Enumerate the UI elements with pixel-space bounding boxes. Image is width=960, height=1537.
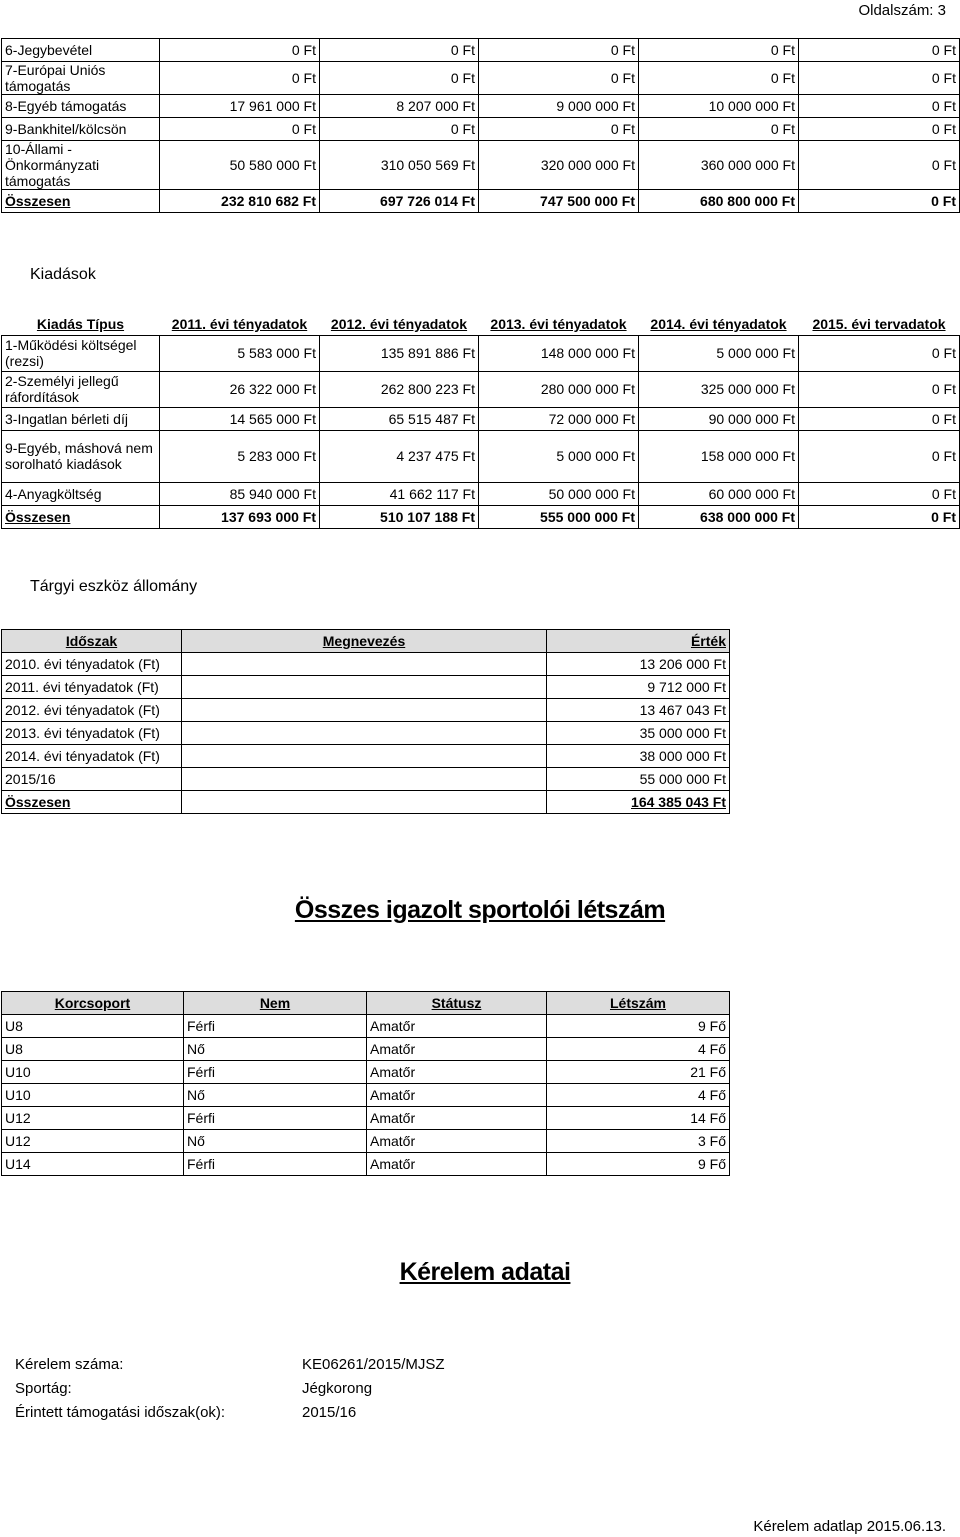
count-cell: 4 Fő bbox=[547, 1084, 730, 1107]
status-cell: Amatőr bbox=[367, 1084, 547, 1107]
page-number: Oldalszám: 3 bbox=[858, 2, 946, 19]
row-label: 6-Jegybevétel bbox=[2, 39, 160, 62]
table-row bbox=[2, 141, 960, 190]
name-cell bbox=[182, 676, 547, 699]
total-value: 232 810 682 Ft bbox=[160, 190, 320, 213]
value-cell: 65 515 487 Ft bbox=[320, 407, 479, 430]
table-row bbox=[2, 768, 730, 791]
value-cell: 0 Ft bbox=[799, 118, 960, 141]
value-cell: 14 565 000 Ft bbox=[160, 407, 320, 430]
field-value: KE06261/2015/MJSZ bbox=[302, 1356, 445, 1373]
status-cell: Amatőr bbox=[367, 1107, 547, 1130]
count-cell: 14 Fő bbox=[547, 1107, 730, 1130]
value-cell: 5 000 000 Ft bbox=[639, 335, 799, 371]
group-cell: U10 bbox=[2, 1084, 184, 1107]
table-row bbox=[2, 95, 960, 118]
value-cell: 13 467 043 Ft bbox=[547, 699, 730, 722]
row-label: 7-Európai Uniós támogatás bbox=[2, 62, 160, 95]
table-row bbox=[2, 430, 960, 482]
total-value: 555 000 000 Ft bbox=[479, 505, 639, 528]
value-cell: 0 Ft bbox=[639, 118, 799, 141]
value-cell: 9 000 000 Ft bbox=[479, 95, 639, 118]
table-row bbox=[2, 1130, 730, 1153]
value-cell: 0 Ft bbox=[799, 95, 960, 118]
count-cell: 21 Fő bbox=[547, 1061, 730, 1084]
total-value: 747 500 000 Ft bbox=[479, 190, 639, 213]
column-header: Érték bbox=[547, 630, 730, 653]
assets-table bbox=[1, 629, 730, 814]
total-value: 680 800 000 Ft bbox=[639, 190, 799, 213]
value-cell: 0 Ft bbox=[799, 62, 960, 95]
value-cell: 0 Ft bbox=[799, 141, 960, 190]
group-cell: U8 bbox=[2, 1038, 184, 1061]
row-label: 9-Egyéb, máshová nem sorolható kiadások bbox=[2, 430, 160, 482]
value-cell: 280 000 000 Ft bbox=[479, 371, 639, 407]
status-cell: Amatőr bbox=[367, 1153, 547, 1176]
total-value: 697 726 014 Ft bbox=[320, 190, 479, 213]
gender-cell: Férfi bbox=[184, 1153, 367, 1176]
total-label: Összesen bbox=[2, 505, 160, 528]
status-cell: Amatőr bbox=[367, 1130, 547, 1153]
value-cell: 0 Ft bbox=[639, 62, 799, 95]
footer-text: Kérelem adatlap 2015.06.13. bbox=[753, 1518, 946, 1535]
column-header: 2013. évi tényadatok bbox=[490, 315, 627, 332]
table-row bbox=[2, 653, 730, 676]
total-value: 510 107 188 Ft bbox=[320, 505, 479, 528]
table-row bbox=[2, 1153, 730, 1176]
value-cell: 0 Ft bbox=[479, 118, 639, 141]
table-row bbox=[2, 1038, 730, 1061]
count-cell: 9 Fő bbox=[547, 1153, 730, 1176]
row-label: 9-Bankhitel/kölcsön bbox=[2, 118, 160, 141]
row-label: 1-Működési költségel (rezsi) bbox=[2, 335, 160, 371]
value-cell: 0 Ft bbox=[479, 39, 639, 62]
value-cell: 0 Ft bbox=[799, 430, 960, 482]
value-cell: 4 237 475 Ft bbox=[320, 430, 479, 482]
value-cell: 0 Ft bbox=[799, 371, 960, 407]
value-cell: 360 000 000 Ft bbox=[639, 141, 799, 190]
status-cell: Amatőr bbox=[367, 1038, 547, 1061]
table-row bbox=[2, 745, 730, 768]
table-row bbox=[2, 676, 730, 699]
total-value: 137 693 000 Ft bbox=[160, 505, 320, 528]
column-header: Korcsoport bbox=[2, 992, 184, 1015]
table-row bbox=[2, 1107, 730, 1130]
income-table bbox=[1, 38, 960, 213]
value-cell: 13 206 000 Ft bbox=[547, 653, 730, 676]
value-cell: 72 000 000 Ft bbox=[479, 407, 639, 430]
column-header: 2014. évi tényadatok bbox=[650, 315, 787, 332]
group-cell: U12 bbox=[2, 1107, 184, 1130]
group-cell: U8 bbox=[2, 1015, 184, 1038]
value-cell: 55 000 000 Ft bbox=[547, 768, 730, 791]
gender-cell: Férfi bbox=[184, 1015, 367, 1038]
value-cell: 50 580 000 Ft bbox=[160, 141, 320, 190]
value-cell: 17 961 000 Ft bbox=[160, 95, 320, 118]
period-cell: 2013. évi tényadatok (Ft) bbox=[2, 722, 182, 745]
period-cell: 2010. évi tényadatok (Ft) bbox=[2, 653, 182, 676]
total-value: 638 000 000 Ft bbox=[639, 505, 799, 528]
column-header: Megnevezés bbox=[182, 630, 547, 653]
name-cell bbox=[182, 653, 547, 676]
value-cell: 0 Ft bbox=[320, 39, 479, 62]
table-row bbox=[2, 335, 960, 371]
gender-cell: Férfi bbox=[184, 1061, 367, 1084]
value-cell: 38 000 000 Ft bbox=[547, 745, 730, 768]
table-row bbox=[2, 118, 960, 141]
value-cell: 5 000 000 Ft bbox=[479, 430, 639, 482]
column-header: 2011. évi tényadatok bbox=[171, 315, 308, 332]
table-row bbox=[2, 1015, 730, 1038]
field-label: Sportág: bbox=[15, 1380, 72, 1397]
value-cell: 9 712 000 Ft bbox=[547, 676, 730, 699]
value-cell: 5 583 000 Ft bbox=[160, 335, 320, 371]
value-cell: 0 Ft bbox=[320, 118, 479, 141]
gender-cell: Nő bbox=[184, 1084, 367, 1107]
table-row bbox=[2, 39, 960, 62]
status-cell: Amatőr bbox=[367, 1061, 547, 1084]
column-header: 2012. évi tényadatok bbox=[330, 315, 468, 332]
value-cell: 0 Ft bbox=[320, 62, 479, 95]
value-cell: 41 662 117 Ft bbox=[320, 482, 479, 505]
athletes-table bbox=[1, 991, 730, 1176]
value-cell: 0 Ft bbox=[799, 482, 960, 505]
count-cell: 4 Fő bbox=[547, 1038, 730, 1061]
period-cell: 2012. évi tényadatok (Ft) bbox=[2, 699, 182, 722]
total-value: 0 Ft bbox=[799, 190, 960, 213]
status-cell: Amatőr bbox=[367, 1015, 547, 1038]
value-cell: 310 050 569 Ft bbox=[320, 141, 479, 190]
value-cell: 135 891 886 Ft bbox=[320, 335, 479, 371]
total-row bbox=[2, 505, 960, 528]
table-row bbox=[2, 371, 960, 407]
group-cell: U14 bbox=[2, 1153, 184, 1176]
value-cell: 325 000 000 Ft bbox=[639, 371, 799, 407]
name-cell bbox=[182, 699, 547, 722]
name-cell bbox=[182, 768, 547, 791]
column-header: Időszak bbox=[2, 630, 182, 653]
row-label: 10-Állami - Önkormányzati támogatás bbox=[2, 141, 160, 190]
total-value: 164 385 043 Ft bbox=[547, 791, 730, 814]
column-header: 2015. évi tervadatok bbox=[812, 315, 946, 332]
table-row bbox=[2, 699, 730, 722]
value-cell: 90 000 000 Ft bbox=[639, 407, 799, 430]
name-cell bbox=[182, 745, 547, 768]
value-cell: 0 Ft bbox=[160, 39, 320, 62]
value-cell: 0 Ft bbox=[799, 407, 960, 430]
group-cell: U12 bbox=[2, 1130, 184, 1153]
athletes-title: Összes igazolt sportolói létszám bbox=[294, 896, 666, 924]
table-row bbox=[2, 722, 730, 745]
expenses-table bbox=[1, 313, 960, 529]
expenses-title: Kiadások bbox=[30, 266, 96, 283]
value-cell: 5 283 000 Ft bbox=[160, 430, 320, 482]
row-label: 3-Ingatlan bérleti díj bbox=[2, 407, 160, 430]
field-value: 2015/16 bbox=[302, 1404, 357, 1421]
gender-cell: Nő bbox=[184, 1038, 367, 1061]
table-row bbox=[2, 407, 960, 430]
value-cell: 10 000 000 Ft bbox=[639, 95, 799, 118]
column-header: Státusz bbox=[367, 992, 547, 1015]
value-cell: 0 Ft bbox=[799, 39, 960, 62]
value-cell: 0 Ft bbox=[639, 39, 799, 62]
assets-title: Tárgyi eszköz állomány bbox=[30, 578, 198, 595]
total-row bbox=[2, 190, 960, 213]
total-label: Összesen bbox=[2, 190, 160, 213]
total-label: Összesen bbox=[2, 791, 182, 814]
table-row bbox=[2, 62, 960, 95]
value-cell: 8 207 000 Ft bbox=[320, 95, 479, 118]
column-header: Kiadás Típus bbox=[36, 315, 125, 332]
value-cell: 50 000 000 Ft bbox=[479, 482, 639, 505]
value-cell: 85 940 000 Ft bbox=[160, 482, 320, 505]
count-cell: 3 Fő bbox=[547, 1130, 730, 1153]
value-cell: 320 000 000 Ft bbox=[479, 141, 639, 190]
column-header: Nem bbox=[184, 992, 367, 1015]
group-cell: U10 bbox=[2, 1061, 184, 1084]
row-label: 4-Anyagköltség bbox=[2, 482, 160, 505]
value-cell: 0 Ft bbox=[479, 62, 639, 95]
gender-cell: Nő bbox=[184, 1130, 367, 1153]
field-value: Jégkorong bbox=[302, 1380, 373, 1397]
column-header: Létszám bbox=[547, 992, 730, 1015]
period-cell: 2015/16 bbox=[2, 768, 182, 791]
table-row bbox=[2, 482, 960, 505]
table-row bbox=[2, 1084, 730, 1107]
total-row bbox=[2, 791, 730, 814]
value-cell: 26 322 000 Ft bbox=[160, 371, 320, 407]
total-value: 0 Ft bbox=[799, 505, 960, 528]
field-label: Érintett támogatási időszak(ok): bbox=[15, 1404, 226, 1421]
application-title: Kérelem adatai bbox=[399, 1258, 571, 1286]
table-row bbox=[2, 1061, 730, 1084]
value-cell: 0 Ft bbox=[799, 335, 960, 371]
value-cell: 158 000 000 Ft bbox=[639, 430, 799, 482]
value-cell: 262 800 223 Ft bbox=[320, 371, 479, 407]
gender-cell: Férfi bbox=[184, 1107, 367, 1130]
period-cell: 2014. évi tényadatok (Ft) bbox=[2, 745, 182, 768]
row-label: 8-Egyéb támogatás bbox=[2, 95, 160, 118]
count-cell: 9 Fő bbox=[547, 1015, 730, 1038]
row-label: 2-Személyi jellegű ráfordítások bbox=[2, 371, 160, 407]
value-cell: 148 000 000 Ft bbox=[479, 335, 639, 371]
value-cell: 60 000 000 Ft bbox=[639, 482, 799, 505]
field-label: Kérelem száma: bbox=[15, 1356, 124, 1373]
name-cell bbox=[182, 722, 547, 745]
value-cell: 0 Ft bbox=[160, 118, 320, 141]
blank-cell bbox=[182, 791, 547, 814]
value-cell: 0 Ft bbox=[160, 62, 320, 95]
period-cell: 2011. évi tényadatok (Ft) bbox=[2, 676, 182, 699]
value-cell: 35 000 000 Ft bbox=[547, 722, 730, 745]
